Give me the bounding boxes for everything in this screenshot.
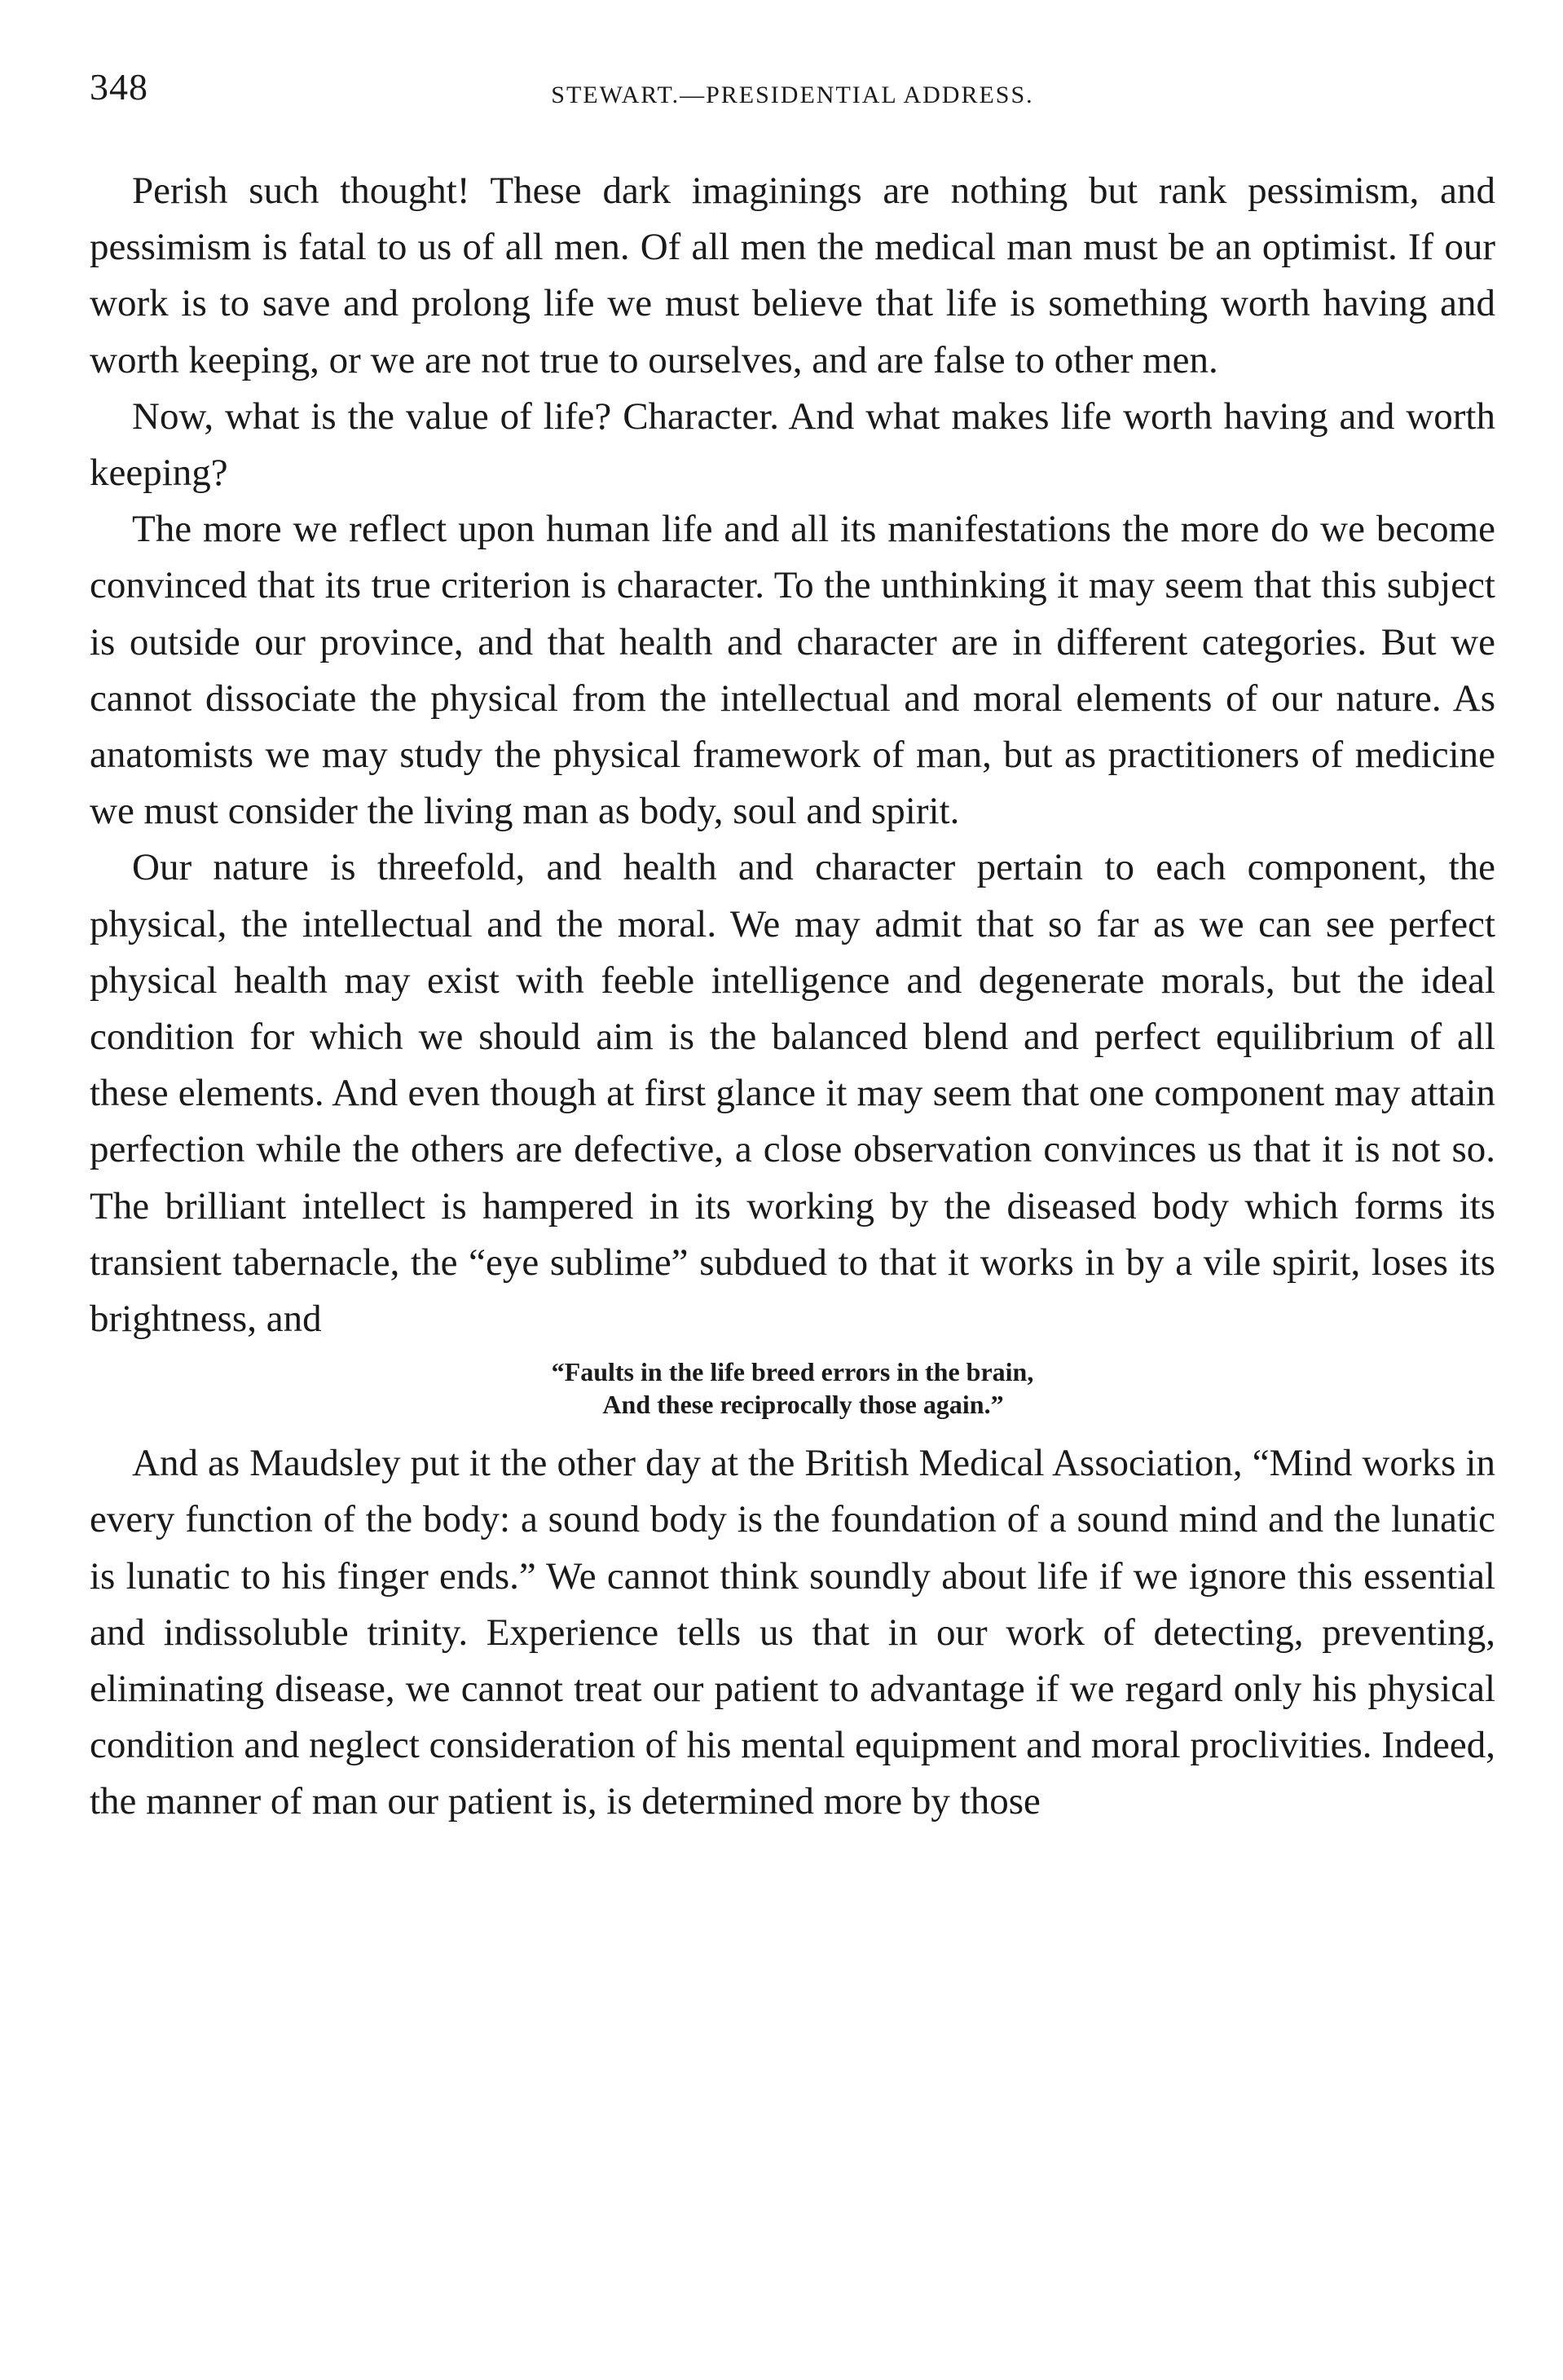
- paragraph-threefold-nature: Our nature is threefold, and health and character pertain to each component, the physical, the intellectual and the moral. We may admit that so far as we can see perfect physical health may exist with feeble intelligence and degenerate morals, but the ideal condition for which we should aim is the balanced blend and perfect equilibrium of all these elements. And even though at first glance it may seem that one component may attain perfection while the others are defective, a close observation convinces us that it is not so. The brilliant intellect is hampered in its working by the diseased body which forms its transient tabernacle, the “eye sublime” subdued to that it works in by a vile spirit, loses its brightness, and: [90, 846, 1495, 1341]
- paragraph-perish: Perish such thought! These dark imaginings are nothing but rank pessimism, and pessimism is fatal to us of all men. Of all men the medical man must be an optimist. If our work is to save and prolong life we must believe that life is something worth having and worth keeping, or we are not true to ourselves, and are false to other men.: [90, 170, 1495, 381]
- verse-quote-line-2: And these reciprocally those again.”: [602, 1390, 1004, 1420]
- paragraph-maudsley: And as Maudsley put it the other day at the British Medical Association, “Mind works in every function of the body: a sound body is the foundation of a sound mind and the lunatic is lunatic to his finger ends.” We cannot think soundly about life if we ignore this essential and indissoluble trinity. Experience tells us that in our work of detecting, preventing, eliminating disease, we cannot treat our patient to advantage if we regard only his physical condition and neglect consideration of his mental equipment and moral proclivities. Indeed, the manner of man our patient is, is determined more by those: [90, 1442, 1495, 1823]
- body-text: [90, 163, 1495, 1831]
- page-header: [90, 57, 1495, 122]
- paragraph-value-of-life: Now, what is the value of life? Character. And what makes life worth having and worth keeping?: [90, 394, 1495, 495]
- running-head: STEWART.—PRESIDENTIAL ADDRESS.: [551, 82, 1034, 108]
- paragraph-character: The more we reflect upon human life and all its manifestations the more do we become convinced that its true criterion is character. To the unthinking it may seem that this subject is outside our province, and that health and character are in different categories. But we cannot dissociate the physical from the intellectual and moral elements of our nature. As anatomists we may study the physical framework of man, but as practitioners of medicine we must consider the living man as body, soul and spirit.: [90, 508, 1495, 833]
- book-page: [90, 57, 1495, 2339]
- verse-quote-line-1: “Faults in the life breed errors in the brain,: [551, 1357, 1034, 1387]
- page-number: 348: [90, 66, 148, 108]
- verse-quote: [90, 1355, 1495, 1421]
